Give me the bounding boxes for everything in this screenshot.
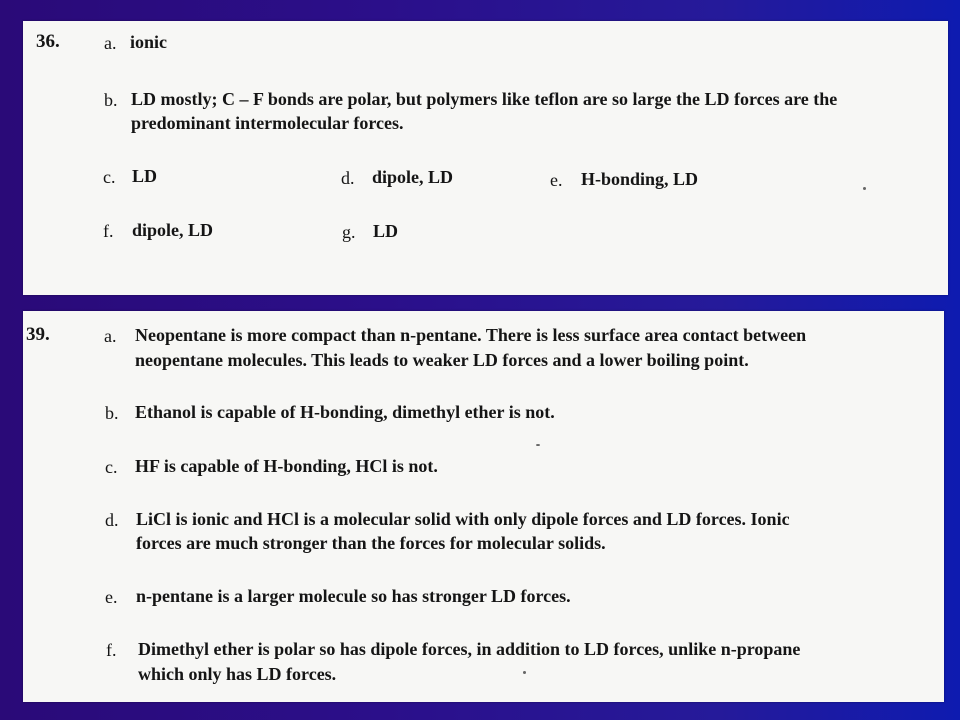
answer-text: LD xyxy=(132,166,158,186)
answer-text-continued: which only has LD forces. xyxy=(138,664,337,684)
answer-text: H-bonding, LD xyxy=(581,169,699,189)
question-number: 39. xyxy=(26,324,50,345)
answer-text: HF is capable of H-bonding, HCl is not. xyxy=(135,456,438,476)
item-label: a. xyxy=(104,33,117,53)
answer-text: Ethanol is capable of H-bonding, dimethyl ether is not. xyxy=(135,402,555,422)
answer-text: Neopentane is more compact than n-pentane. There is less surface area contact between xyxy=(135,325,807,345)
item-label: d. xyxy=(105,510,119,530)
answer-text-continued: predominant intermolecular forces. xyxy=(131,113,404,133)
answer-text-continued: neopentane molecules. This leads to weaker LD forces and a lower boiling point. xyxy=(135,350,749,370)
item-label: f. xyxy=(103,221,114,241)
item-label: b. xyxy=(105,403,119,423)
scan-speck xyxy=(523,671,526,674)
item-label: b. xyxy=(104,90,118,110)
item-label: e. xyxy=(550,170,563,190)
item-label: d. xyxy=(341,168,355,188)
answer-text: Dimethyl ether is polar so has dipole forces, in addition to LD forces, unlike n-propane xyxy=(138,639,801,659)
item-label: a. xyxy=(104,326,117,346)
item-label: c. xyxy=(105,457,118,477)
question-number: 36. xyxy=(36,31,60,52)
scan-speck xyxy=(863,187,866,190)
answer-text: dipole, LD xyxy=(132,220,214,240)
answer-text: LD xyxy=(373,221,399,241)
answer-text: LD mostly; C – F bonds are polar, but polymers like teflon are so large the LD forces are the xyxy=(131,89,838,109)
item-label: g. xyxy=(342,222,356,242)
item-label: c. xyxy=(103,167,116,187)
answer-text: dipole, LD xyxy=(372,167,454,187)
item-label: f. xyxy=(106,640,117,660)
answer-text: n-pentane is a larger molecule so has stronger LD forces. xyxy=(136,586,571,606)
scan-speck xyxy=(536,444,540,446)
answer-text: ionic xyxy=(130,32,168,52)
answer-panel-36 xyxy=(23,21,948,295)
answer-panel-39 xyxy=(23,311,944,702)
item-label: e. xyxy=(105,587,118,607)
answer-text: LiCl is ionic and HCl is a molecular solid with only dipole forces and LD forces. Ionic xyxy=(136,509,790,529)
answer-text-continued: forces are much stronger than the forces for molecular solids. xyxy=(136,533,606,553)
